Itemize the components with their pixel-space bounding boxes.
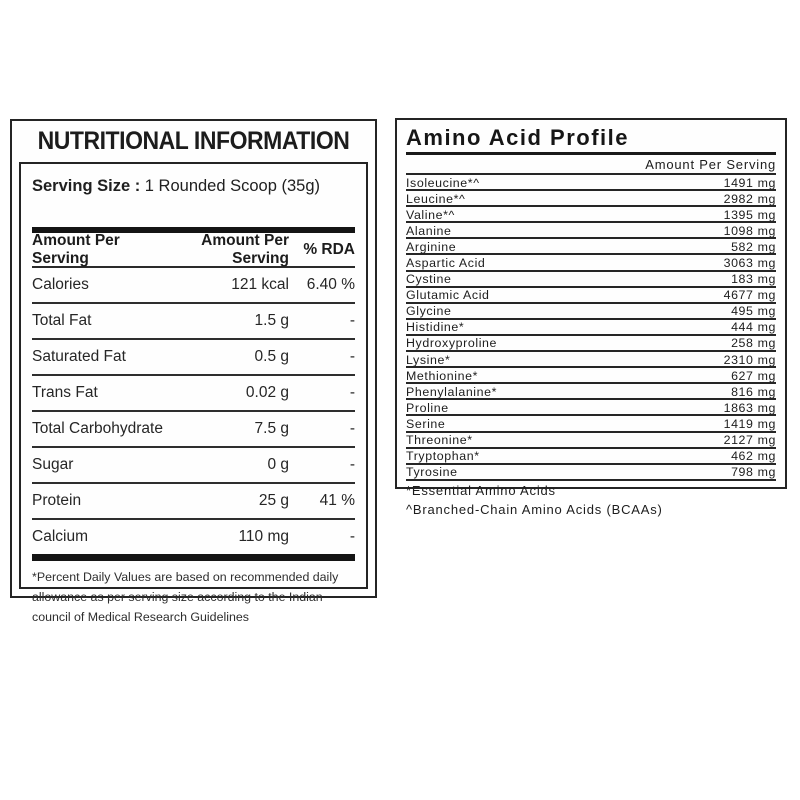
thick-divider-bottom [32,554,355,561]
row-nutrient-name: Calcium [32,528,88,545]
amino-acid-amount: 495 mg [731,304,776,319]
amino-acid-row [406,384,776,400]
amino-acid-amount: 798 mg [731,465,776,480]
amino-acid-name: Cystine [406,272,452,287]
amino-acid-amount: 2310 mg [723,352,776,367]
row-amount-value: 110 mg [238,528,289,545]
nutrition-footnote: *Percent Daily Values are based on recommended daily allowance as per serving size according to the Indian council of Medical Research Guidelines [32,570,339,624]
header-rda-column: % RDA [303,240,355,258]
amino-acid-row [406,449,776,465]
amino-acid-name: Threonine* [406,433,473,447]
amino-acid-row [406,223,776,239]
nutrition-inner-box [19,162,368,624]
row-nutrient-name: Trans Fat [32,384,98,401]
amino-acid-name: Arginine [406,239,457,254]
amino-acid-name: Methionine* [406,368,479,383]
nutrition-information-panel [10,119,377,624]
header-nutrient-column: Amount Per Serving [32,231,120,267]
nutrition-table-row [32,376,355,412]
row-amount-value: 1.5 g [254,312,289,329]
amino-table-body [406,175,776,481]
amino-acid-row [406,191,776,207]
amino-acid-row [406,465,776,481]
amino-acid-profile-panel [395,118,787,517]
serving-size-line [32,164,355,227]
amino-acid-amount: 582 mg [731,239,776,254]
amino-acid-row [406,272,776,288]
amino-acid-amount: 816 mg [731,384,776,399]
row-amount-value: 7.5 g [254,420,289,437]
amino-acid-name: Isoleucine*^ [406,175,480,190]
row-amount-value: 0.02 g [245,384,289,401]
amino-footnote-bcaa: ^Branched-Chain Amino Acids (BCAAs) [406,501,663,517]
amino-acid-row [406,255,776,271]
serving-size-value: 1 Rounded Scoop (35g) [144,177,321,195]
nutrition-table-row [32,304,355,340]
row-rda-value: - [349,348,355,365]
row-nutrient-name: Saturated Fat [32,348,126,365]
row-nutrient-name: Total Fat [32,312,92,329]
amino-acid-amount: 1098 mg [723,223,776,238]
row-rda-value: - [349,528,355,545]
amino-acid-amount: 2982 mg [723,191,776,206]
amino-acid-row [406,288,776,304]
nutrition-panel-title: NUTRITIONAL INFORMATION [37,127,350,155]
amino-acid-name: Alanine [406,223,452,238]
amino-acid-amount: 1419 mg [723,416,776,431]
amino-acid-row [406,336,776,352]
row-nutrient-name: Protein [32,492,82,509]
amino-acid-name: Aspartic Acid [406,255,486,270]
amino-table-header: Amount Per Serving [406,155,776,175]
amino-acid-row [406,368,776,384]
amino-acid-amount: 1395 mg [723,207,776,222]
row-nutrient-name: Total Carbohydrate [32,420,163,437]
amino-acid-row [406,416,776,432]
amino-acid-amount: 3063 mg [723,255,776,270]
amino-acid-amount: 462 mg [731,449,776,464]
amino-acid-row [406,175,776,191]
row-rda-value: - [349,420,355,437]
amino-acid-row [406,400,776,416]
row-rda-value: 6.40 % [306,276,355,293]
amino-acid-name: Glycine [406,304,452,319]
amino-acid-name: Tryptophan* [406,449,480,464]
nutrition-table-body [32,268,355,554]
amino-panel-title: Amino Acid Profile [406,125,776,155]
amino-acid-amount: 258 mg [731,336,776,351]
row-rda-value: - [349,456,355,473]
nutrition-table-row [32,268,355,304]
row-amount-value: 121 kcal [231,276,289,293]
amino-acid-row [406,207,776,223]
amino-acid-row [406,239,776,255]
row-rda-value: 41 % [319,492,355,509]
nutrition-table-row [32,412,355,448]
amino-acid-amount: 183 mg [731,272,776,287]
nutrition-table-row [32,340,355,376]
amino-acid-name: Tyrosine [406,465,458,480]
amino-acid-amount: 444 mg [731,320,776,335]
amino-acid-amount: 4677 mg [723,288,776,303]
amino-acid-row [406,320,776,336]
serving-size-label: Serving Size : [32,177,141,195]
amino-acid-row [406,352,776,368]
amino-acid-row [406,433,776,449]
row-rda-value: - [349,312,355,329]
row-nutrient-name: Calories [32,276,89,293]
amino-acid-amount: 627 mg [731,368,776,383]
amino-acid-name: Serine [406,416,446,431]
amino-acid-amount: 2127 mg [723,433,776,447]
nutrition-table-row [32,448,355,484]
header-amount-column: Amount Per Serving [201,231,289,267]
amino-acid-amount: 1863 mg [723,400,776,415]
row-amount-value: 0 g [267,456,289,473]
amino-acid-name: Hydroxyproline [406,336,498,351]
row-amount-value: 0.5 g [254,348,289,365]
amino-acid-name: Valine*^ [406,207,455,222]
amino-acid-name: Proline [406,400,449,415]
amino-acid-name: Phenylalanine* [406,384,498,399]
amino-acid-name: Glutamic Acid [406,288,490,303]
nutrition-table-row [32,484,355,520]
nutrition-table-row [32,520,355,554]
row-nutrient-name: Sugar [32,456,74,473]
nutrition-table-header [32,233,355,268]
row-amount-value: 25 g [258,492,289,509]
amino-acid-amount: 1491 mg [723,175,776,190]
amino-acid-name: Histidine* [406,320,465,335]
amino-acid-name: Lysine* [406,352,451,367]
row-rda-value: - [349,384,355,401]
amino-acid-name: Leucine*^ [406,191,466,206]
amino-footnote-essential: *Essential Amino Acids [406,483,556,499]
amino-acid-row [406,304,776,320]
